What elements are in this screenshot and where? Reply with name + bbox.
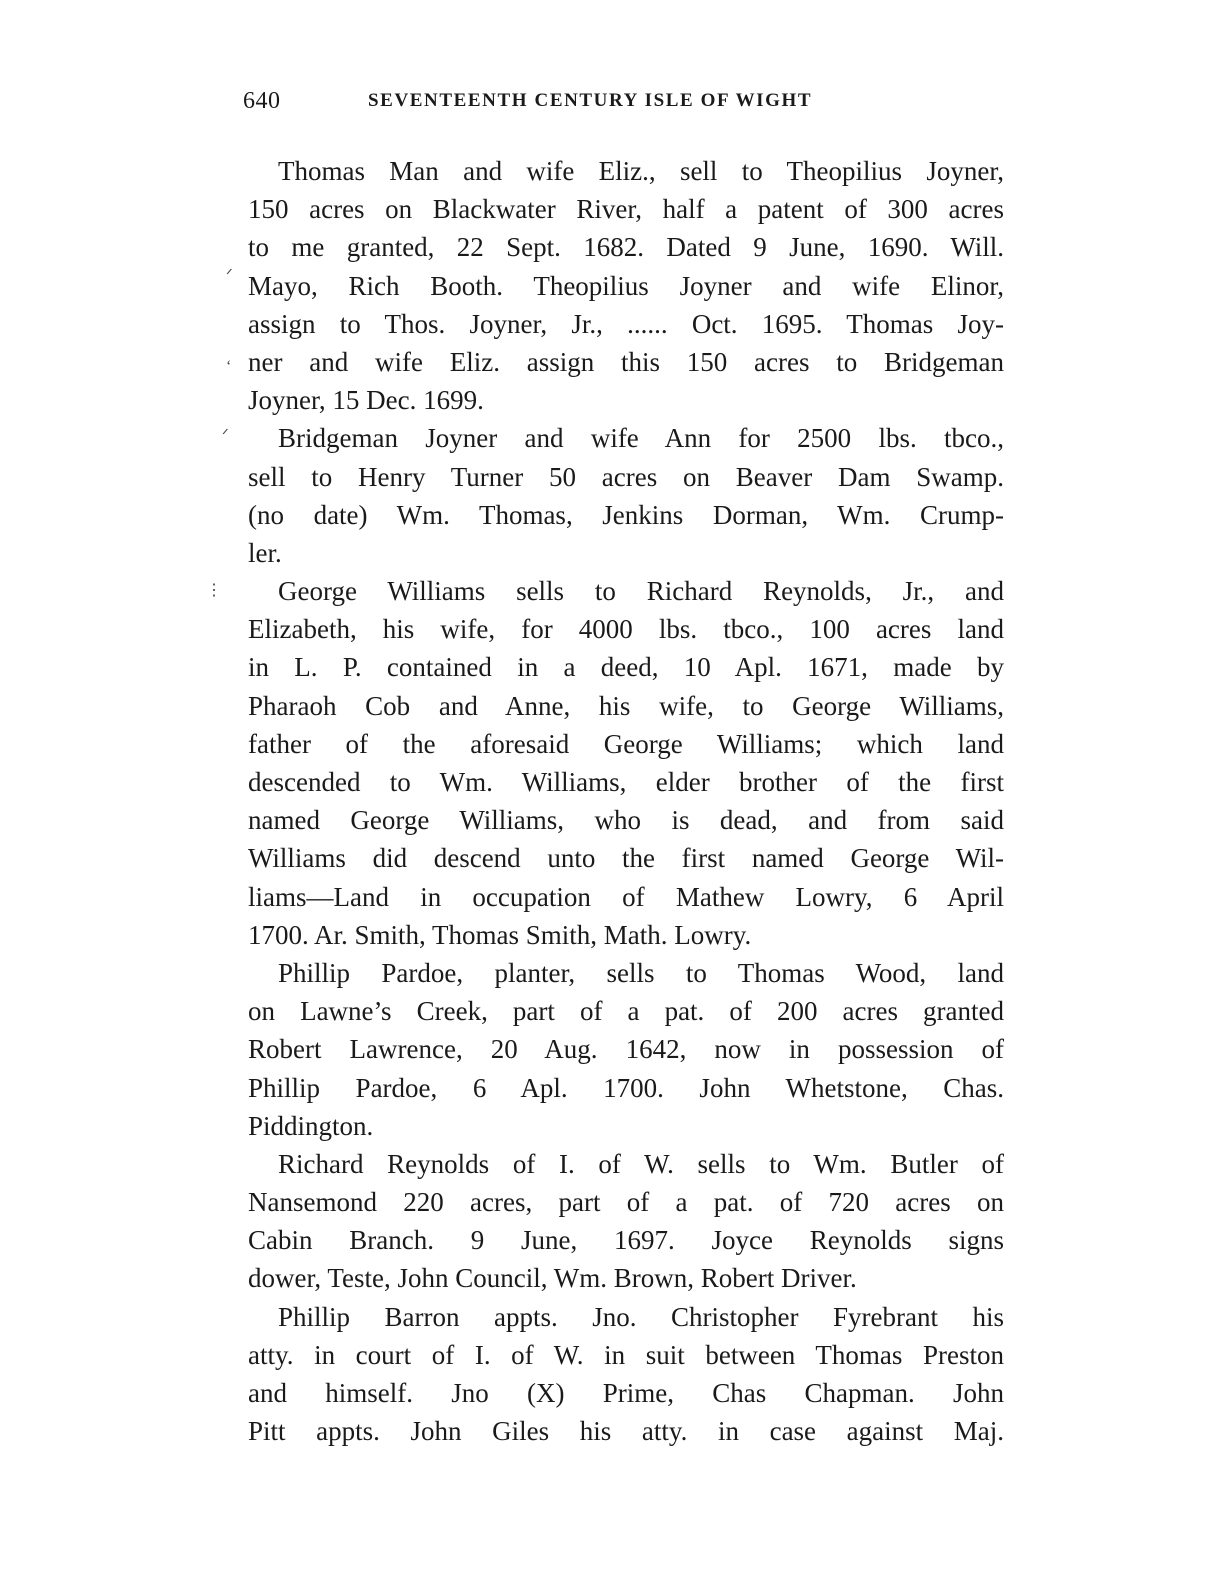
text-line: Williams did descend unto the first named George Wil- bbox=[248, 843, 1004, 874]
text-line: in L. P. contained in a deed, 10 Apl. 1671, made by bbox=[248, 652, 1004, 683]
text-line: assign to Thos. Joyner, Jr., ...... Oct. 1695. Thomas Joy- bbox=[248, 308, 1004, 339]
paragraph-reynolds-butler bbox=[244, 1145, 1004, 1298]
paragraph-pardoe-wood bbox=[244, 954, 1004, 1145]
text-line: atty. in court of I. of W. in suit between Thomas Preston bbox=[248, 1339, 1004, 1370]
text-line: dower, Teste, John Council, Wm. Brown, Robert Driver. bbox=[248, 1263, 857, 1294]
text-line: Joyner, 15 Dec. 1699. bbox=[248, 385, 484, 416]
paragraph-joyner-turner bbox=[244, 419, 1004, 572]
text-line: Richard Reynolds of I. of W. sells to Wm. Butler of bbox=[278, 1148, 1004, 1179]
text-line: and himself. Jno (X) Prime, Chas Chapman. John bbox=[248, 1378, 1004, 1408]
text-line: George Williams sells to Richard Reynolds, Jr., and bbox=[278, 576, 1004, 607]
page-body bbox=[244, 152, 1004, 1450]
text-line: Piddington. bbox=[248, 1110, 374, 1141]
text-line: to me granted, 22 Sept. 1682. Dated 9 June, 1690. Will. bbox=[248, 232, 1004, 263]
paragraph-williams-reynolds bbox=[244, 572, 1004, 954]
text-line: Mayo, Rich Booth. Theopilius Joyner and wife Elinor, bbox=[248, 270, 1004, 301]
text-line: liams—Land in occupation of Mathew Lowry, 6 April bbox=[248, 881, 1004, 912]
text-line: Bridgeman Joyner and wife Ann for 2500 lbs. tbco., bbox=[278, 423, 1004, 454]
text-line: 150 acres on Blackwater River, half a patent of 300 acres bbox=[248, 194, 1004, 225]
text-line: Pitt appts. John Giles his atty. in case against Maj. bbox=[248, 1416, 1004, 1447]
text-line: sell to Henry Turner 50 acres on Beaver Dam Swamp. bbox=[248, 461, 1004, 492]
text-line: (no date) Wm. Thomas, Jenkins Dorman, Wm. Crump- bbox=[248, 499, 1004, 530]
text-line: Elizabeth, his wife, for 4000 lbs. tbco., 100 acres land bbox=[248, 614, 1004, 645]
text-line: father of the aforesaid George Williams; which land bbox=[248, 728, 1004, 759]
margin-annotation-mark: ‘ bbox=[226, 358, 232, 375]
running-header bbox=[243, 88, 1003, 120]
page-number: 640 bbox=[243, 88, 281, 114]
paragraph-man-joyner bbox=[244, 152, 1004, 419]
text-line: ler. bbox=[248, 537, 282, 568]
paragraph-barron-fyrebrant bbox=[244, 1298, 1004, 1451]
text-line: Phillip Pardoe, 6 Apl. 1700. John Whetstone, Chas. bbox=[248, 1072, 1004, 1103]
text-line: Robert Lawrence, 20 Aug. 1642, now in possession of bbox=[248, 1034, 1004, 1065]
margin-annotation-mark: ᐟ bbox=[222, 427, 229, 444]
text-line: Pharaoh Cob and Anne, his wife, to George Williams, bbox=[248, 690, 1004, 721]
text-line: on Lawne’s Creek, part of a pat. of 200 acres granted bbox=[248, 996, 1004, 1027]
text-line: descended to Wm. Williams, elder brother of the first bbox=[248, 767, 1004, 797]
text-line: Phillip Pardoe, planter, sells to Thomas Wood, land bbox=[278, 957, 1004, 988]
margin-annotation-mark: ᐟ bbox=[226, 267, 233, 284]
text-line: named George Williams, who is dead, and from said bbox=[248, 805, 1004, 836]
text-line: Cabin Branch. 9 June, 1697. Joyce Reynolds signs bbox=[248, 1225, 1004, 1256]
margin-annotation-mark: ⋮ bbox=[206, 582, 222, 599]
text-line: Thomas Man and wife Eliz., sell to Theopilius Joyner, bbox=[278, 156, 1004, 186]
text-line: 1700. Ar. Smith, Thomas Smith, Math. Lowry. bbox=[248, 919, 752, 950]
text-line: Phillip Barron appts. Jno. Christopher Fyrebrant his bbox=[278, 1301, 1004, 1332]
book-title-header: SEVENTEENTH CENTURY ISLE OF WIGHT bbox=[368, 90, 813, 111]
text-line: ner and wife Eliz. assign this 150 acres to Bridgeman bbox=[248, 346, 1004, 377]
text-line: Nansemond 220 acres, part of a pat. of 720 acres on bbox=[248, 1187, 1004, 1218]
